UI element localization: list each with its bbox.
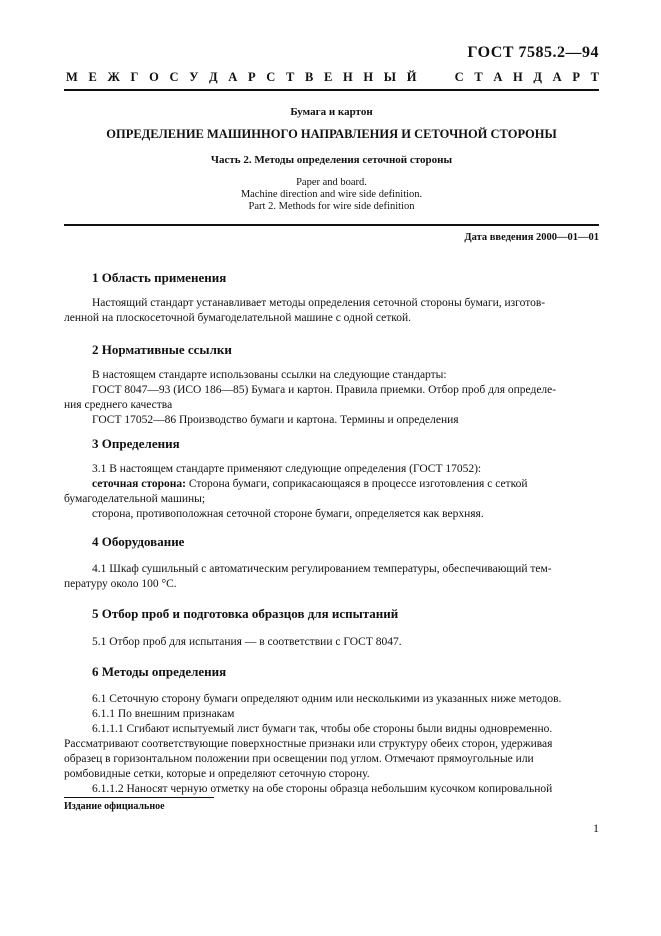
gost-number: ГОСТ 7585.2—94 [467, 44, 599, 61]
definition-line [64, 477, 599, 492]
english-title-line: Machine direction and wire side definition. [240, 189, 423, 200]
main-title: ОПРЕДЕЛЕНИЕ МАШИННОГО НАПРАВЛЕНИЯ И СЕТОЧНОЙ СТОРОНЫ [106, 127, 557, 141]
english-title [64, 177, 599, 213]
banner-letter: У [189, 70, 199, 84]
part-title: Часть 2. Методы определения сеточной стороны [210, 154, 453, 166]
text-line: ния среднего качества [64, 399, 173, 411]
section-3-text [64, 462, 599, 522]
text-line: 5.1 Отбор проб для испытания — в соответствии с ГОСТ 8047. [92, 636, 402, 648]
section-2-heading: 2 Нормативные ссылки [92, 342, 232, 357]
banner-letter: А [493, 70, 503, 84]
banner-letter: О [149, 70, 159, 84]
defined-term: сеточная сторона: [92, 478, 186, 490]
banner-letter: В [304, 70, 314, 84]
text-line: пературу около 100 °С. [64, 578, 177, 590]
text-line: 6.1 Сеточную сторону бумаги определяют одним или несколькими из указанных ниже методов. [92, 693, 562, 705]
banner-letter: Ы [383, 70, 397, 84]
banner-letter: А [552, 70, 562, 84]
banner-letter: Д [533, 70, 543, 84]
text-line: ромбовидные сетки, которые и определяют сеточную сторону. [64, 768, 370, 780]
text-line: ГОСТ 17052—86 Производство бумаги и картона. Термины и определения [92, 414, 459, 426]
section-4-heading: 4 Оборудование [92, 534, 185, 549]
banner-letter: Ж [107, 70, 120, 84]
text-line: бумагоделательной машины; [64, 493, 206, 505]
banner-letter: Е [323, 70, 333, 84]
banner-letter: Т [285, 70, 295, 84]
text-line: 3.1 В настоящем стандарте применяют следующие определения (ГОСТ 17052): [92, 463, 482, 475]
subject-title: Бумага и картон [290, 106, 373, 118]
interstate-standard-banner [66, 70, 599, 85]
banner-letter: Т [590, 70, 599, 84]
text-line: ГОСТ 8047—93 (ИСО 186—85) Бумага и картон. Правила приемки. Отбор проб для определе- [92, 384, 557, 396]
banner-letter: Р [247, 70, 256, 84]
text-line: 6.1.1 По внешним признакам [92, 708, 235, 720]
english-title-line: Part 2. Methods for wire side definition [248, 201, 415, 212]
title-rule [64, 224, 599, 226]
definition-text: Сторона бумаги, соприкасающаяся в процессе изготовления с сеткой [185, 478, 528, 490]
text-line: Настоящий стандарт устанавливает методы определения сеточной стороны бумаги, изготов- [92, 297, 546, 309]
text-line: Рассматривают соответствующие поверхностные признаки или структуру обеих сторон, удерживая [64, 738, 553, 750]
section-2-text [64, 368, 599, 428]
section-5-heading: 5 Отбор проб и подготовка образцов для испытаний [92, 606, 399, 621]
banner-letter: М [66, 70, 78, 84]
text-line: 4.1 Шкаф сушильный с автоматическим регулированием температуры, обеспечивающий тем- [92, 563, 552, 575]
banner-letter: С [454, 70, 464, 84]
page-number: 1 [593, 821, 599, 835]
banner-letter: С [169, 70, 179, 84]
section-5-text [64, 635, 599, 650]
banner-letter: Н [363, 70, 374, 84]
banner-letter: С [266, 70, 276, 84]
text-line: 6.1.1.2 Наносят черную отметку на обе стороны образца небольшим кусочком копировальной [92, 783, 553, 795]
section-1-text [64, 296, 599, 326]
section-6-heading: 6 Методы определения [92, 664, 227, 679]
banner-letter: Й [406, 70, 417, 84]
banner-letter: Н [513, 70, 523, 84]
section-6-text [64, 692, 599, 797]
footer-rule [64, 797, 214, 798]
banner-letter [427, 70, 430, 85]
text-line: 6.1.1.1 Сгибают испытуемый лист бумаги так, чтобы обе стороны были видны одновременно. [92, 723, 553, 735]
official-edition-label: Издание официальное [64, 801, 165, 812]
section-4-text [64, 562, 599, 592]
banner-letter: Н [342, 70, 353, 84]
text-line: сторона, противоположная сеточной стороне бумаги, определяется как верхняя. [92, 508, 484, 520]
text-line: В настоящем стандарте использованы ссылки на следующие стандарты: [92, 369, 447, 381]
banner-letter: Г [130, 70, 139, 84]
banner-letter: Д [209, 70, 218, 84]
top-rule [64, 89, 599, 91]
banner-letter [441, 70, 444, 85]
banner-letter: Р [572, 70, 580, 84]
banner-letter: Т [474, 70, 483, 84]
text-line: образец в горизонтальном положении при освещении под углом. Отмечают прямоугольные или [64, 753, 534, 765]
section-1-heading: 1 Область применения [92, 270, 227, 285]
introduction-date: Дата введения 2000—01—01 [464, 232, 599, 243]
section-3-heading: 3 Определения [92, 436, 180, 451]
text-line: ленной на плоскосеточной бумагоделательной машине с одной сеткой. [64, 312, 412, 324]
english-title-line: Paper and board. [296, 177, 367, 188]
banner-letter: А [228, 70, 238, 84]
banner-letter: Е [88, 70, 97, 84]
